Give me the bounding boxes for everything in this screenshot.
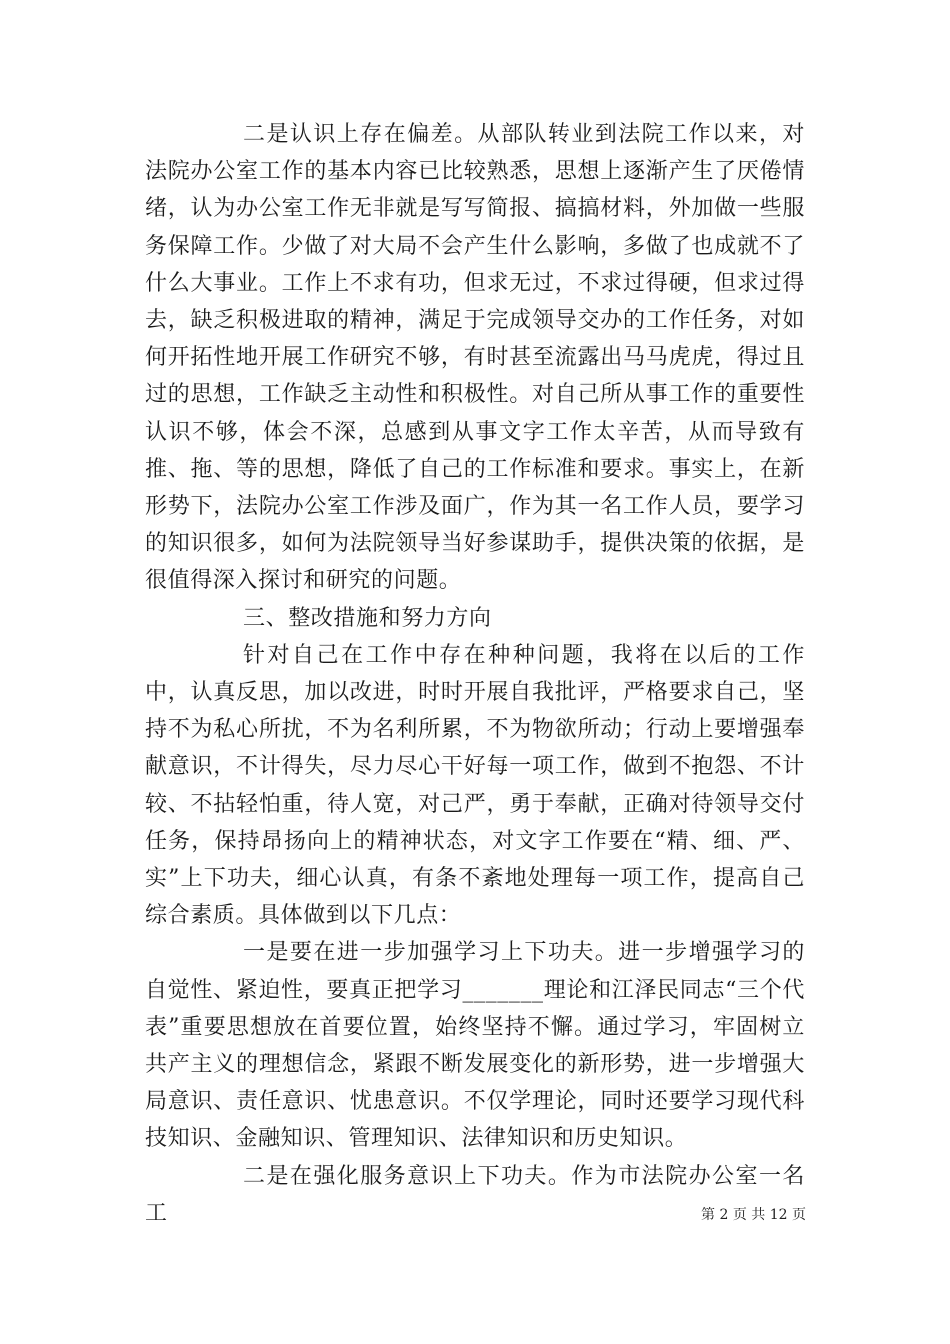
page-number-footer: 第 2 页 共 12 页 — [701, 1207, 806, 1223]
paragraph-strengthen-study: 一是要在进一步加强学习上下功夫。进一步增强学习的自觉性、紧迫性，要真正把学习_______理论和江泽民同志“三个代表”重要思想放在首要位置，始终坚持不懈。通过学习，牢固树立共产主义的理想信念，紧跟不断发展变化的新形势，进一步增强大局意识、责任意识、忧患意识。不仅学理论，同时还要学习现代科技知识、金融知识、管理知识、法律知识和历史知识。 — [145, 940, 805, 1152]
section-heading-rectification: 三、整改措施和努力方向 — [243, 605, 492, 631]
paragraph-service-awareness: 二是在强化服务意识上下功夫。作为市法院办公室一名工 — [145, 1163, 805, 1226]
document-body — [145, 116, 805, 1232]
paragraph-rectification-intro: 针对自己在工作中存在种种问题，我将在以后的工作中，认真反思，加以改进，时时开展自我批评，严格要求自己，坚持不为私心所扰，不为名利所累，不为物欲所动；行动上要增强奉献意识，不计得失，尽力尽心干好每一项工作，做到不抱怨、不计较、不拈轻怕重，待人宽，对己严，勇于奉献，正确对待领导交付任务，保持昂扬向上的精神状态，对文字工作要在“精、细、严、实”上下功夫，细心认真，有条不紊地处理每一项工作，提高自己综合素质。具体做到以下几点： — [145, 642, 805, 929]
paragraph-cognition-bias: 二是认识上存在偏差。从部队转业到法院工作以来，对法院办公室工作的基本内容已比较熟悉，思想上逐渐产生了厌倦情绪，认为办公室工作无非就是写写简报、搞搞材料，外加做一些服务保障工作。少做了对大局不会产生什么影响，多做了也成就不了什么大事业。工作上不求有功，但求无过，不求过得硬，但求过得去，缺乏积极进取的精神，满足于完成领导交办的工作任务，对如何开拓性地开展工作研究不够，有时甚至流露出马马虎虎，得过且过的思想，工作缺乏主动性和积极性。对自己所从事工作的重要性认识不够，体会不深，总感到从事文字工作太辛苦，从而导致有推、拖、等的思想，降低了自己的工作标准和要求。事实上，在新形势下，法院办公室工作涉及面广，作为其一名工作人员，要学习的知识很多，如何为法院领导当好参谋助手，提供决策的依据，是很值得深入探讨和研究的问题。 — [145, 122, 805, 594]
